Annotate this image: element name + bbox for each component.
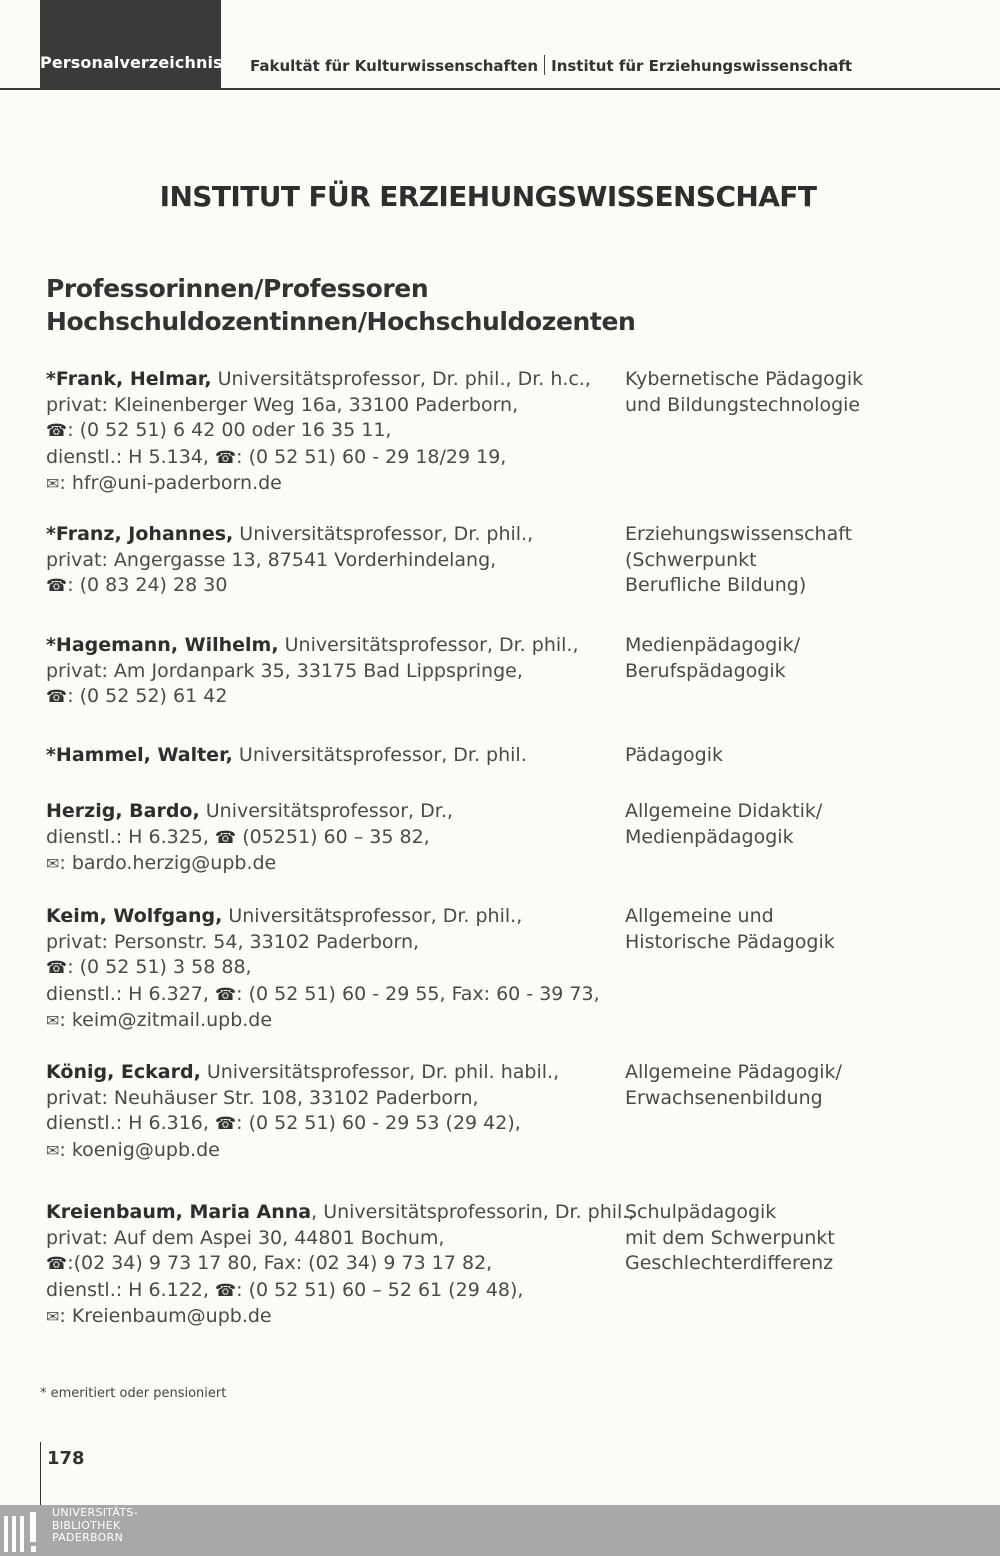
telephone-icon: ☎ bbox=[46, 687, 68, 707]
header-rule bbox=[0, 88, 1000, 90]
staff-subject: Schulpädagogik mit dem Schwerpunkt Geschlechterdifferenz bbox=[625, 1201, 835, 1274]
staff-name: *Hagemann, Wilhelm, bbox=[46, 634, 279, 656]
email-line: ✉: koenig@upb.de bbox=[46, 1138, 606, 1164]
header-breadcrumb bbox=[250, 55, 852, 75]
staff-subject: Allgemeine Pädagogik/ Erwachsenenbildung bbox=[625, 1061, 842, 1109]
staff-name: Herzig, Bardo, bbox=[46, 800, 200, 822]
office-line: dienstl.: H 6.316, ☎: (0 52 51) 60 - 29 53 (29 42), bbox=[46, 1111, 606, 1138]
staff-title: Universitätsprofessor, Dr. phil. habil., bbox=[200, 1061, 560, 1083]
telephone-icon: ☎ bbox=[214, 1114, 237, 1134]
staff-title: Universitätsprofessor, Dr. phil., Dr. h.c., bbox=[211, 368, 591, 390]
private-phone: ☎: (0 52 51) 3 58 88, bbox=[46, 955, 606, 982]
faculty-label: Fakultät für Kulturwissenschaften bbox=[250, 57, 539, 75]
staff-details bbox=[46, 1200, 635, 1330]
staff-title: Universitätsprofessor, Dr. phil. bbox=[232, 744, 527, 766]
staff-subject: Kybernetische Pädagogik und Bildungstechnologie bbox=[625, 368, 864, 416]
private-phone: ☎: (0 52 52) 61 42 bbox=[46, 684, 606, 711]
staff-details bbox=[46, 904, 606, 1034]
staff-name: Keim, Wolfgang, bbox=[46, 905, 223, 927]
staff-subject: Allgemeine und Historische Pädagogik bbox=[625, 905, 835, 953]
telephone-icon: ☎ bbox=[46, 958, 68, 978]
email-icon: ✉ bbox=[46, 1140, 60, 1160]
private-phone: ☎: (0 83 24) 28 30 bbox=[46, 573, 606, 600]
library-logo-icon bbox=[2, 1510, 46, 1556]
email-line: ✉: keim@zitmail.upb.de bbox=[46, 1008, 606, 1034]
office-line: dienstl.: H 5.134, ☎: (0 52 51) 60 - 29 18/29 19, bbox=[46, 445, 606, 472]
staff-title: Universitätsprofessor, Dr. phil., bbox=[233, 523, 534, 545]
footnote: * emeritiert oder pensioniert bbox=[40, 1386, 227, 1401]
email-icon: ✉ bbox=[46, 1307, 60, 1326]
private-phone: ☎: (0 52 51) 6 42 00 oder 16 35 11, bbox=[46, 418, 606, 445]
email-line: ✉: bardo.herzig@upb.de bbox=[46, 851, 606, 877]
section-heading-line-2: Hochschuldozentinnen/Hochschuldozenten bbox=[46, 307, 636, 336]
private-address: privat: Kleinenberger Weg 16a, 33100 Paderborn, bbox=[46, 393, 519, 416]
staff-name: Kreienbaum, Maria Anna bbox=[46, 1201, 312, 1223]
email-icon: ✉ bbox=[46, 1011, 60, 1030]
staff-subject: Medienpädagogik/ Berufspädagogik bbox=[625, 634, 800, 682]
email-line: ✉: Kreienbaum@upb.de bbox=[46, 1304, 606, 1330]
section-heading bbox=[46, 272, 635, 338]
private-address: privat: Am Jordanpark 35, 33175 Bad Lippspringe, bbox=[46, 659, 523, 682]
staff-details bbox=[46, 633, 606, 711]
staff-subject: Erziehungswissenschaft (Schwerpunkt Berufliche Bildung) bbox=[625, 523, 853, 596]
header-tab: Personalverzeichnis bbox=[40, 0, 221, 88]
staff-subject: Pädagogik bbox=[625, 744, 723, 766]
library-footer-band bbox=[0, 1505, 1000, 1556]
page-title: INSTITUT FÜR ERZIEHUNGSWISSENSCHAFT bbox=[159, 180, 817, 213]
staff-details bbox=[46, 1060, 606, 1163]
office-line: dienstl.: H 6.325, ☎ (05251) 60 – 35 82, bbox=[46, 825, 606, 852]
staff-details bbox=[46, 367, 606, 497]
staff-name: *Franz, Johannes, bbox=[46, 523, 234, 545]
telephone-icon: ☎ bbox=[46, 421, 68, 441]
staff-subject: Allgemeine Didaktik/ Medienpädagogik bbox=[625, 800, 823, 848]
page-header bbox=[0, 0, 1000, 90]
staff-details bbox=[46, 522, 606, 600]
telephone-icon: ☎ bbox=[46, 1254, 68, 1274]
breadcrumb-divider bbox=[544, 55, 545, 75]
office-line: dienstl.: H 6.122, ☎: (0 52 51) 60 – 52 61 (29 48), bbox=[46, 1278, 606, 1305]
telephone-icon: ☎ bbox=[214, 984, 237, 1005]
staff-details bbox=[46, 799, 606, 877]
telephone-icon: ☎ bbox=[214, 447, 237, 468]
private-address: privat: Neuhäuser Str. 108, 33102 Paderborn, bbox=[46, 1086, 479, 1109]
private-address: privat: Auf dem Aspei 30, 44801 Bochum, bbox=[46, 1226, 445, 1249]
email-icon: ✉ bbox=[46, 474, 60, 493]
staff-title: , Universitätsprofessorin, Dr. phil., bbox=[311, 1201, 635, 1223]
section-heading-line-1: Professorinnen/Professoren bbox=[46, 274, 429, 303]
institute-label: Institut für Erziehungswissenschaft bbox=[551, 57, 853, 75]
staff-name: König, Eckard, bbox=[46, 1061, 201, 1083]
page-number: 178 bbox=[47, 1448, 85, 1469]
private-address: privat: Angergasse 13, 87541 Vorderhindelang, bbox=[46, 548, 497, 571]
telephone-icon: ☎ bbox=[214, 1280, 237, 1301]
staff-name: *Frank, Helmar, bbox=[46, 368, 212, 390]
staff-title: Universitätsprofessor, Dr., bbox=[199, 800, 453, 822]
telephone-icon: ☎ bbox=[46, 576, 68, 596]
library-name: UNIVERSITÄTS- BIBLIOTHEK PADERBORN bbox=[52, 1506, 138, 1544]
staff-details bbox=[46, 743, 606, 769]
staff-title: Universitätsprofessor, Dr. phil., bbox=[278, 634, 579, 656]
private-phone: ☎:(02 34) 9 73 17 80, Fax: (02 34) 9 73 17 82, bbox=[46, 1251, 606, 1278]
private-address: privat: Personstr. 54, 33102 Paderborn, bbox=[46, 930, 420, 953]
email-icon: ✉ bbox=[46, 854, 60, 873]
telephone-icon: ☎ bbox=[214, 827, 237, 848]
staff-name: *Hammel, Walter, bbox=[46, 744, 233, 766]
staff-title: Universitätsprofessor, Dr. phil., bbox=[222, 905, 523, 927]
office-line: dienstl.: H 6.327, ☎: (0 52 51) 60 - 29 55, Fax: 60 - 39 73, bbox=[46, 982, 606, 1009]
email-line: ✉: hfr@uni-paderborn.de bbox=[46, 471, 606, 497]
